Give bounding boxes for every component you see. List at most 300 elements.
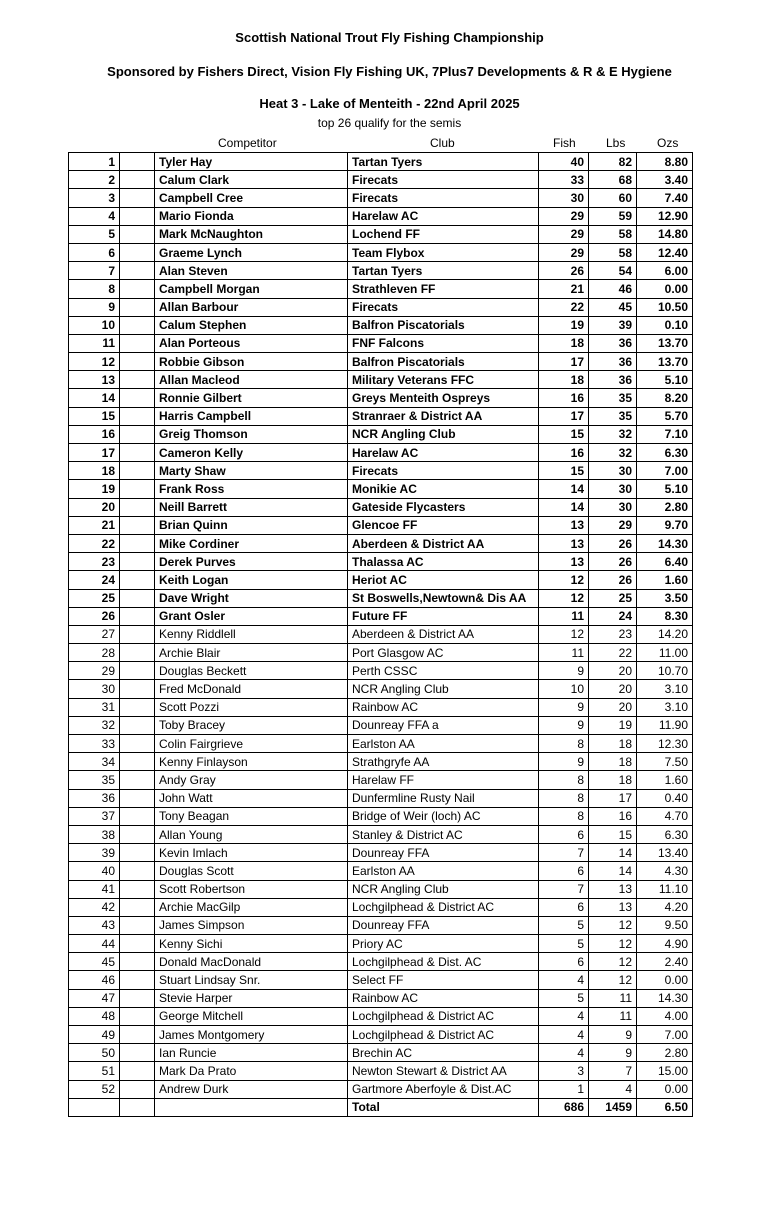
position-cell: 3 [69, 189, 120, 207]
lbs-cell: 58 [589, 225, 637, 243]
competitor-cell: Toby Bracey [155, 716, 348, 734]
lbs-cell: 7 [589, 1062, 637, 1080]
competitor-cell: Tyler Hay [155, 153, 348, 171]
competitor-cell: Derek Purves [155, 553, 348, 571]
club-cell: Priory AC [348, 935, 539, 953]
competitor-cell: Colin Fairgrieve [155, 735, 348, 753]
ozs-cell: 3.40 [637, 171, 693, 189]
club-cell: FNF Falcons [348, 334, 539, 352]
table-row [69, 243, 693, 261]
competitor-cell: Archie Blair [155, 644, 348, 662]
position-cell: 13 [69, 371, 120, 389]
table-row [69, 444, 693, 462]
blank-cell [120, 171, 155, 189]
fish-cell: 4 [539, 1007, 589, 1025]
lbs-cell: 14 [589, 862, 637, 880]
lbs-cell: 32 [589, 425, 637, 443]
lbs-cell: 54 [589, 262, 637, 280]
blank-cell [120, 680, 155, 698]
blank-cell [120, 898, 155, 916]
lbs-cell: 35 [589, 389, 637, 407]
lbs-cell: 82 [589, 153, 637, 171]
table-row [69, 989, 693, 1007]
position-cell: 9 [69, 298, 120, 316]
table-row [69, 880, 693, 898]
lbs-cell: 16 [589, 807, 637, 825]
table-row [69, 862, 693, 880]
club-cell: Port Glasgow AC [348, 644, 539, 662]
ozs-cell: 6.00 [637, 262, 693, 280]
position-cell: 26 [69, 607, 120, 625]
competitor-cell: Calum Stephen [155, 316, 348, 334]
lbs-cell: 24 [589, 607, 637, 625]
blank-cell [120, 953, 155, 971]
ozs-cell: 7.00 [637, 462, 693, 480]
competitor-cell: Archie MacGilp [155, 898, 348, 916]
blank-cell [120, 716, 155, 734]
table-row [69, 571, 693, 589]
club-cell: Select FF [348, 971, 539, 989]
club-cell: Rainbow AC [348, 989, 539, 1007]
blank-cell [120, 698, 155, 716]
blank-cell [120, 243, 155, 261]
club-cell: Firecats [348, 298, 539, 316]
fish-cell: 17 [539, 353, 589, 371]
club-cell: Dunfermline Rusty Nail [348, 789, 539, 807]
club-cell: Rainbow AC [348, 698, 539, 716]
fish-cell: 9 [539, 698, 589, 716]
table-row [69, 480, 693, 498]
blank-cell [120, 298, 155, 316]
lbs-cell: 4 [589, 1080, 637, 1098]
table-row [69, 662, 693, 680]
club-cell: Lochgilphead & District AC [348, 1007, 539, 1025]
competitor-cell: Mario Fionda [155, 207, 348, 225]
position-cell: 2 [69, 171, 120, 189]
ozs-cell: 5.10 [637, 371, 693, 389]
fish-cell: 3 [539, 1062, 589, 1080]
competitor-cell: Ronnie Gilbert [155, 389, 348, 407]
table-row [69, 334, 693, 352]
blank-cell [120, 789, 155, 807]
ozs-cell: 3.50 [637, 589, 693, 607]
club-cell: Military Veterans FFC [348, 371, 539, 389]
club-cell: NCR Angling Club [348, 880, 539, 898]
ozs-cell: 8.30 [637, 607, 693, 625]
ozs-cell: 0.00 [637, 1080, 693, 1098]
fish-cell: 18 [539, 371, 589, 389]
ozs-cell: 3.10 [637, 698, 693, 716]
table-row [69, 1080, 693, 1098]
position-cell: 24 [69, 571, 120, 589]
competitor-cell: Allan Barbour [155, 298, 348, 316]
fish-cell: 4 [539, 971, 589, 989]
club-cell: Lochgilphead & District AC [348, 1026, 539, 1044]
club-cell: Stanley & District AC [348, 825, 539, 843]
table-row [69, 625, 693, 643]
position-cell: 25 [69, 589, 120, 607]
ozs-cell: 6.30 [637, 444, 693, 462]
lbs-cell: 36 [589, 371, 637, 389]
lbs-cell: 23 [589, 625, 637, 643]
lbs-cell: 58 [589, 243, 637, 261]
blank-cell [120, 189, 155, 207]
table-row [69, 807, 693, 825]
fish-cell: 9 [539, 716, 589, 734]
competitor-cell: Stevie Harper [155, 989, 348, 1007]
ozs-cell: 7.50 [637, 753, 693, 771]
fish-cell: 14 [539, 498, 589, 516]
ozs-cell: 4.30 [637, 862, 693, 880]
position-cell: 45 [69, 953, 120, 971]
club-cell: Dounreay FFA a [348, 716, 539, 734]
ozs-cell: 4.90 [637, 935, 693, 953]
fish-cell: 15 [539, 462, 589, 480]
club-cell: Brechin AC [348, 1044, 539, 1062]
blank-cell [120, 444, 155, 462]
ozs-cell: 0.10 [637, 316, 693, 334]
ozs-cell: 3.10 [637, 680, 693, 698]
lbs-cell: 36 [589, 353, 637, 371]
fish-cell: 30 [539, 189, 589, 207]
blank-cell [120, 825, 155, 843]
blank-cell [120, 1044, 155, 1062]
club-cell: Tartan Tyers [348, 262, 539, 280]
club-cell: Stranraer & District AA [348, 407, 539, 425]
ozs-cell: 11.90 [637, 716, 693, 734]
club-cell: Aberdeen & District AA [348, 625, 539, 643]
ozs-cell: 11.10 [637, 880, 693, 898]
competitor-cell: Ian Runcie [155, 1044, 348, 1062]
position-cell: 46 [69, 971, 120, 989]
fish-cell: 6 [539, 898, 589, 916]
position-cell: 27 [69, 625, 120, 643]
total-row [69, 1098, 693, 1116]
ozs-cell: 6.40 [637, 553, 693, 571]
club-cell: Dounreay FFA [348, 916, 539, 934]
fish-cell: 5 [539, 916, 589, 934]
table-row [69, 680, 693, 698]
position-cell: 29 [69, 662, 120, 680]
total-lbs: 1459 [589, 1098, 637, 1116]
table-row [69, 789, 693, 807]
column-header-competitor: Competitor [218, 136, 277, 150]
competitor-cell: Kenny Finlayson [155, 753, 348, 771]
fish-cell: 29 [539, 225, 589, 243]
position-cell: 40 [69, 862, 120, 880]
fish-cell: 1 [539, 1080, 589, 1098]
fish-cell: 5 [539, 989, 589, 1007]
fish-cell: 8 [539, 735, 589, 753]
position-cell: 28 [69, 644, 120, 662]
blank-cell [120, 571, 155, 589]
lbs-cell: 30 [589, 480, 637, 498]
ozs-cell: 10.70 [637, 662, 693, 680]
lbs-cell: 17 [589, 789, 637, 807]
lbs-cell: 32 [589, 444, 637, 462]
position-cell: 43 [69, 916, 120, 934]
blank-cell [120, 389, 155, 407]
competitor-cell: Frank Ross [155, 480, 348, 498]
club-cell: Balfron Piscatorials [348, 353, 539, 371]
fish-cell: 13 [539, 553, 589, 571]
position-cell: 12 [69, 353, 120, 371]
ozs-cell: 1.60 [637, 771, 693, 789]
lbs-cell: 9 [589, 1044, 637, 1062]
blank-cell [120, 1026, 155, 1044]
table-row [69, 898, 693, 916]
competitor-cell: Tony Beagan [155, 807, 348, 825]
fish-cell: 14 [539, 480, 589, 498]
club-cell: Lochgilphead & District AC [348, 898, 539, 916]
ozs-cell: 13.40 [637, 844, 693, 862]
fish-cell: 7 [539, 844, 589, 862]
competitor-cell: Campbell Morgan [155, 280, 348, 298]
competitor-cell: Keith Logan [155, 571, 348, 589]
position-cell: 41 [69, 880, 120, 898]
column-header-ozs: Ozs [657, 136, 679, 150]
competitor-cell: Fred McDonald [155, 680, 348, 698]
blank-cell [120, 807, 155, 825]
position-cell: 42 [69, 898, 120, 916]
lbs-cell: 14 [589, 844, 637, 862]
competitor-cell: Scott Pozzi [155, 698, 348, 716]
competitor-cell: Kenny Riddlell [155, 625, 348, 643]
lbs-cell: 30 [589, 462, 637, 480]
competitor-cell: Kenny Sichi [155, 935, 348, 953]
position-cell: 39 [69, 844, 120, 862]
lbs-cell: 12 [589, 953, 637, 971]
position-cell: 22 [69, 534, 120, 552]
results-body [69, 153, 693, 1117]
lbs-cell: 26 [589, 571, 637, 589]
fish-cell: 15 [539, 425, 589, 443]
lbs-cell: 46 [589, 280, 637, 298]
lbs-cell: 22 [589, 644, 637, 662]
competitor-cell: Greig Thomson [155, 425, 348, 443]
column-header-club: Club [430, 136, 455, 150]
club-cell: Glencoe FF [348, 516, 539, 534]
table-row [69, 825, 693, 843]
position-cell: 23 [69, 553, 120, 571]
competitor-cell: John Watt [155, 789, 348, 807]
fish-cell: 9 [539, 753, 589, 771]
position-cell: 5 [69, 225, 120, 243]
ozs-cell: 8.20 [637, 389, 693, 407]
blank-cell [120, 207, 155, 225]
ozs-cell: 5.70 [637, 407, 693, 425]
table-row [69, 516, 693, 534]
ozs-cell: 13.70 [637, 353, 693, 371]
fish-cell: 6 [539, 862, 589, 880]
table-row [69, 589, 693, 607]
position-cell: 47 [69, 989, 120, 1007]
lbs-cell: 36 [589, 334, 637, 352]
club-cell: Strathleven FF [348, 280, 539, 298]
blank-cell [120, 1098, 155, 1116]
fish-cell: 11 [539, 644, 589, 662]
fish-cell: 16 [539, 444, 589, 462]
blank-cell [120, 844, 155, 862]
blank-cell [120, 662, 155, 680]
ozs-cell: 5.10 [637, 480, 693, 498]
fish-cell: 6 [539, 953, 589, 971]
ozs-cell: 9.70 [637, 516, 693, 534]
blank-cell [120, 935, 155, 953]
lbs-cell: 26 [589, 553, 637, 571]
position-cell: 8 [69, 280, 120, 298]
ozs-cell: 4.70 [637, 807, 693, 825]
lbs-cell: 18 [589, 735, 637, 753]
fish-cell: 33 [539, 171, 589, 189]
ozs-cell: 7.40 [637, 189, 693, 207]
fish-cell: 8 [539, 807, 589, 825]
blank-cell [120, 534, 155, 552]
blank-cell [120, 916, 155, 934]
club-cell: Balfron Piscatorials [348, 316, 539, 334]
blank-cell [120, 753, 155, 771]
club-cell: Firecats [348, 462, 539, 480]
ozs-cell: 0.00 [637, 280, 693, 298]
club-cell: Thalassa AC [348, 553, 539, 571]
table-row [69, 353, 693, 371]
table-row [69, 1007, 693, 1025]
club-cell: Bridge of Weir (loch) AC [348, 807, 539, 825]
club-cell: St Boswells,Newtown& Dis AA [348, 589, 539, 607]
fish-cell: 10 [539, 680, 589, 698]
blank-cell [120, 553, 155, 571]
lbs-cell: 29 [589, 516, 637, 534]
club-cell: Harelaw FF [348, 771, 539, 789]
total-label: Total [348, 1098, 539, 1116]
position-cell: 31 [69, 698, 120, 716]
competitor-cell: Douglas Beckett [155, 662, 348, 680]
ozs-cell: 2.80 [637, 1044, 693, 1062]
blank-cell [120, 153, 155, 171]
blank-cell [120, 862, 155, 880]
results-table [68, 152, 693, 1117]
table-row [69, 189, 693, 207]
ozs-cell: 2.80 [637, 498, 693, 516]
club-cell: Heriot AC [348, 571, 539, 589]
position-cell: 51 [69, 1062, 120, 1080]
competitor-cell: Harris Campbell [155, 407, 348, 425]
lbs-cell: 19 [589, 716, 637, 734]
fish-cell: 18 [539, 334, 589, 352]
heat-heading: Heat 3 - Lake of Menteith - 22nd April 2025 [259, 96, 520, 111]
total-ozs: 6.50 [637, 1098, 693, 1116]
blank-cell [120, 989, 155, 1007]
competitor-cell: James Simpson [155, 916, 348, 934]
table-row [69, 298, 693, 316]
fish-cell: 13 [539, 516, 589, 534]
blank-cell [69, 1098, 120, 1116]
club-cell: Harelaw AC [348, 444, 539, 462]
ozs-cell: 7.00 [637, 1026, 693, 1044]
position-cell: 20 [69, 498, 120, 516]
fish-cell: 8 [539, 771, 589, 789]
ozs-cell: 12.90 [637, 207, 693, 225]
position-cell: 50 [69, 1044, 120, 1062]
club-cell: Lochgilphead & Dist. AC [348, 953, 539, 971]
fish-cell: 11 [539, 607, 589, 625]
club-cell: Tartan Tyers [348, 153, 539, 171]
position-cell: 21 [69, 516, 120, 534]
lbs-cell: 25 [589, 589, 637, 607]
table-row [69, 607, 693, 625]
competitor-cell: Alan Porteous [155, 334, 348, 352]
fish-cell: 17 [539, 407, 589, 425]
position-cell: 1 [69, 153, 120, 171]
fish-cell: 8 [539, 789, 589, 807]
fish-cell: 7 [539, 880, 589, 898]
club-cell: Aberdeen & District AA [348, 534, 539, 552]
blank-cell [120, 462, 155, 480]
club-cell: Firecats [348, 189, 539, 207]
blank-cell [120, 280, 155, 298]
club-cell: NCR Angling Club [348, 680, 539, 698]
club-cell: Lochend FF [348, 225, 539, 243]
fish-cell: 19 [539, 316, 589, 334]
blank-cell [120, 1007, 155, 1025]
blank-cell [120, 316, 155, 334]
table-row [69, 280, 693, 298]
fish-cell: 22 [539, 298, 589, 316]
page-title: Scottish National Trout Fly Fishing Championship [235, 30, 544, 45]
competitor-cell: George Mitchell [155, 1007, 348, 1025]
table-row [69, 753, 693, 771]
lbs-cell: 20 [589, 698, 637, 716]
blank-cell [120, 371, 155, 389]
fish-cell: 21 [539, 280, 589, 298]
club-cell: Firecats [348, 171, 539, 189]
table-row [69, 153, 693, 171]
blank-cell [155, 1098, 348, 1116]
ozs-cell: 2.40 [637, 953, 693, 971]
table-row [69, 171, 693, 189]
fish-cell: 13 [539, 534, 589, 552]
competitor-cell: Neill Barrett [155, 498, 348, 516]
club-cell: NCR Angling Club [348, 425, 539, 443]
competitor-cell: Robbie Gibson [155, 353, 348, 371]
competitor-cell: Mark McNaughton [155, 225, 348, 243]
column-header-fish: Fish [553, 136, 576, 150]
competitor-cell: Marty Shaw [155, 462, 348, 480]
blank-cell [120, 589, 155, 607]
ozs-cell: 0.40 [637, 789, 693, 807]
table-row [69, 262, 693, 280]
lbs-cell: 45 [589, 298, 637, 316]
lbs-cell: 60 [589, 189, 637, 207]
position-cell: 36 [69, 789, 120, 807]
lbs-cell: 11 [589, 989, 637, 1007]
competitor-cell: Donald MacDonald [155, 953, 348, 971]
blank-cell [120, 1080, 155, 1098]
club-cell: Perth CSSC [348, 662, 539, 680]
column-header-lbs: Lbs [606, 136, 626, 150]
table-row [69, 935, 693, 953]
competitor-cell: Mark Da Prato [155, 1062, 348, 1080]
competitor-cell: Grant Osler [155, 607, 348, 625]
position-cell: 10 [69, 316, 120, 334]
club-cell: Team Flybox [348, 243, 539, 261]
competitor-cell: Graeme Lynch [155, 243, 348, 261]
club-cell: Harelaw AC [348, 207, 539, 225]
ozs-cell: 1.60 [637, 571, 693, 589]
table-row [69, 971, 693, 989]
ozs-cell: 0.00 [637, 971, 693, 989]
table-row [69, 953, 693, 971]
